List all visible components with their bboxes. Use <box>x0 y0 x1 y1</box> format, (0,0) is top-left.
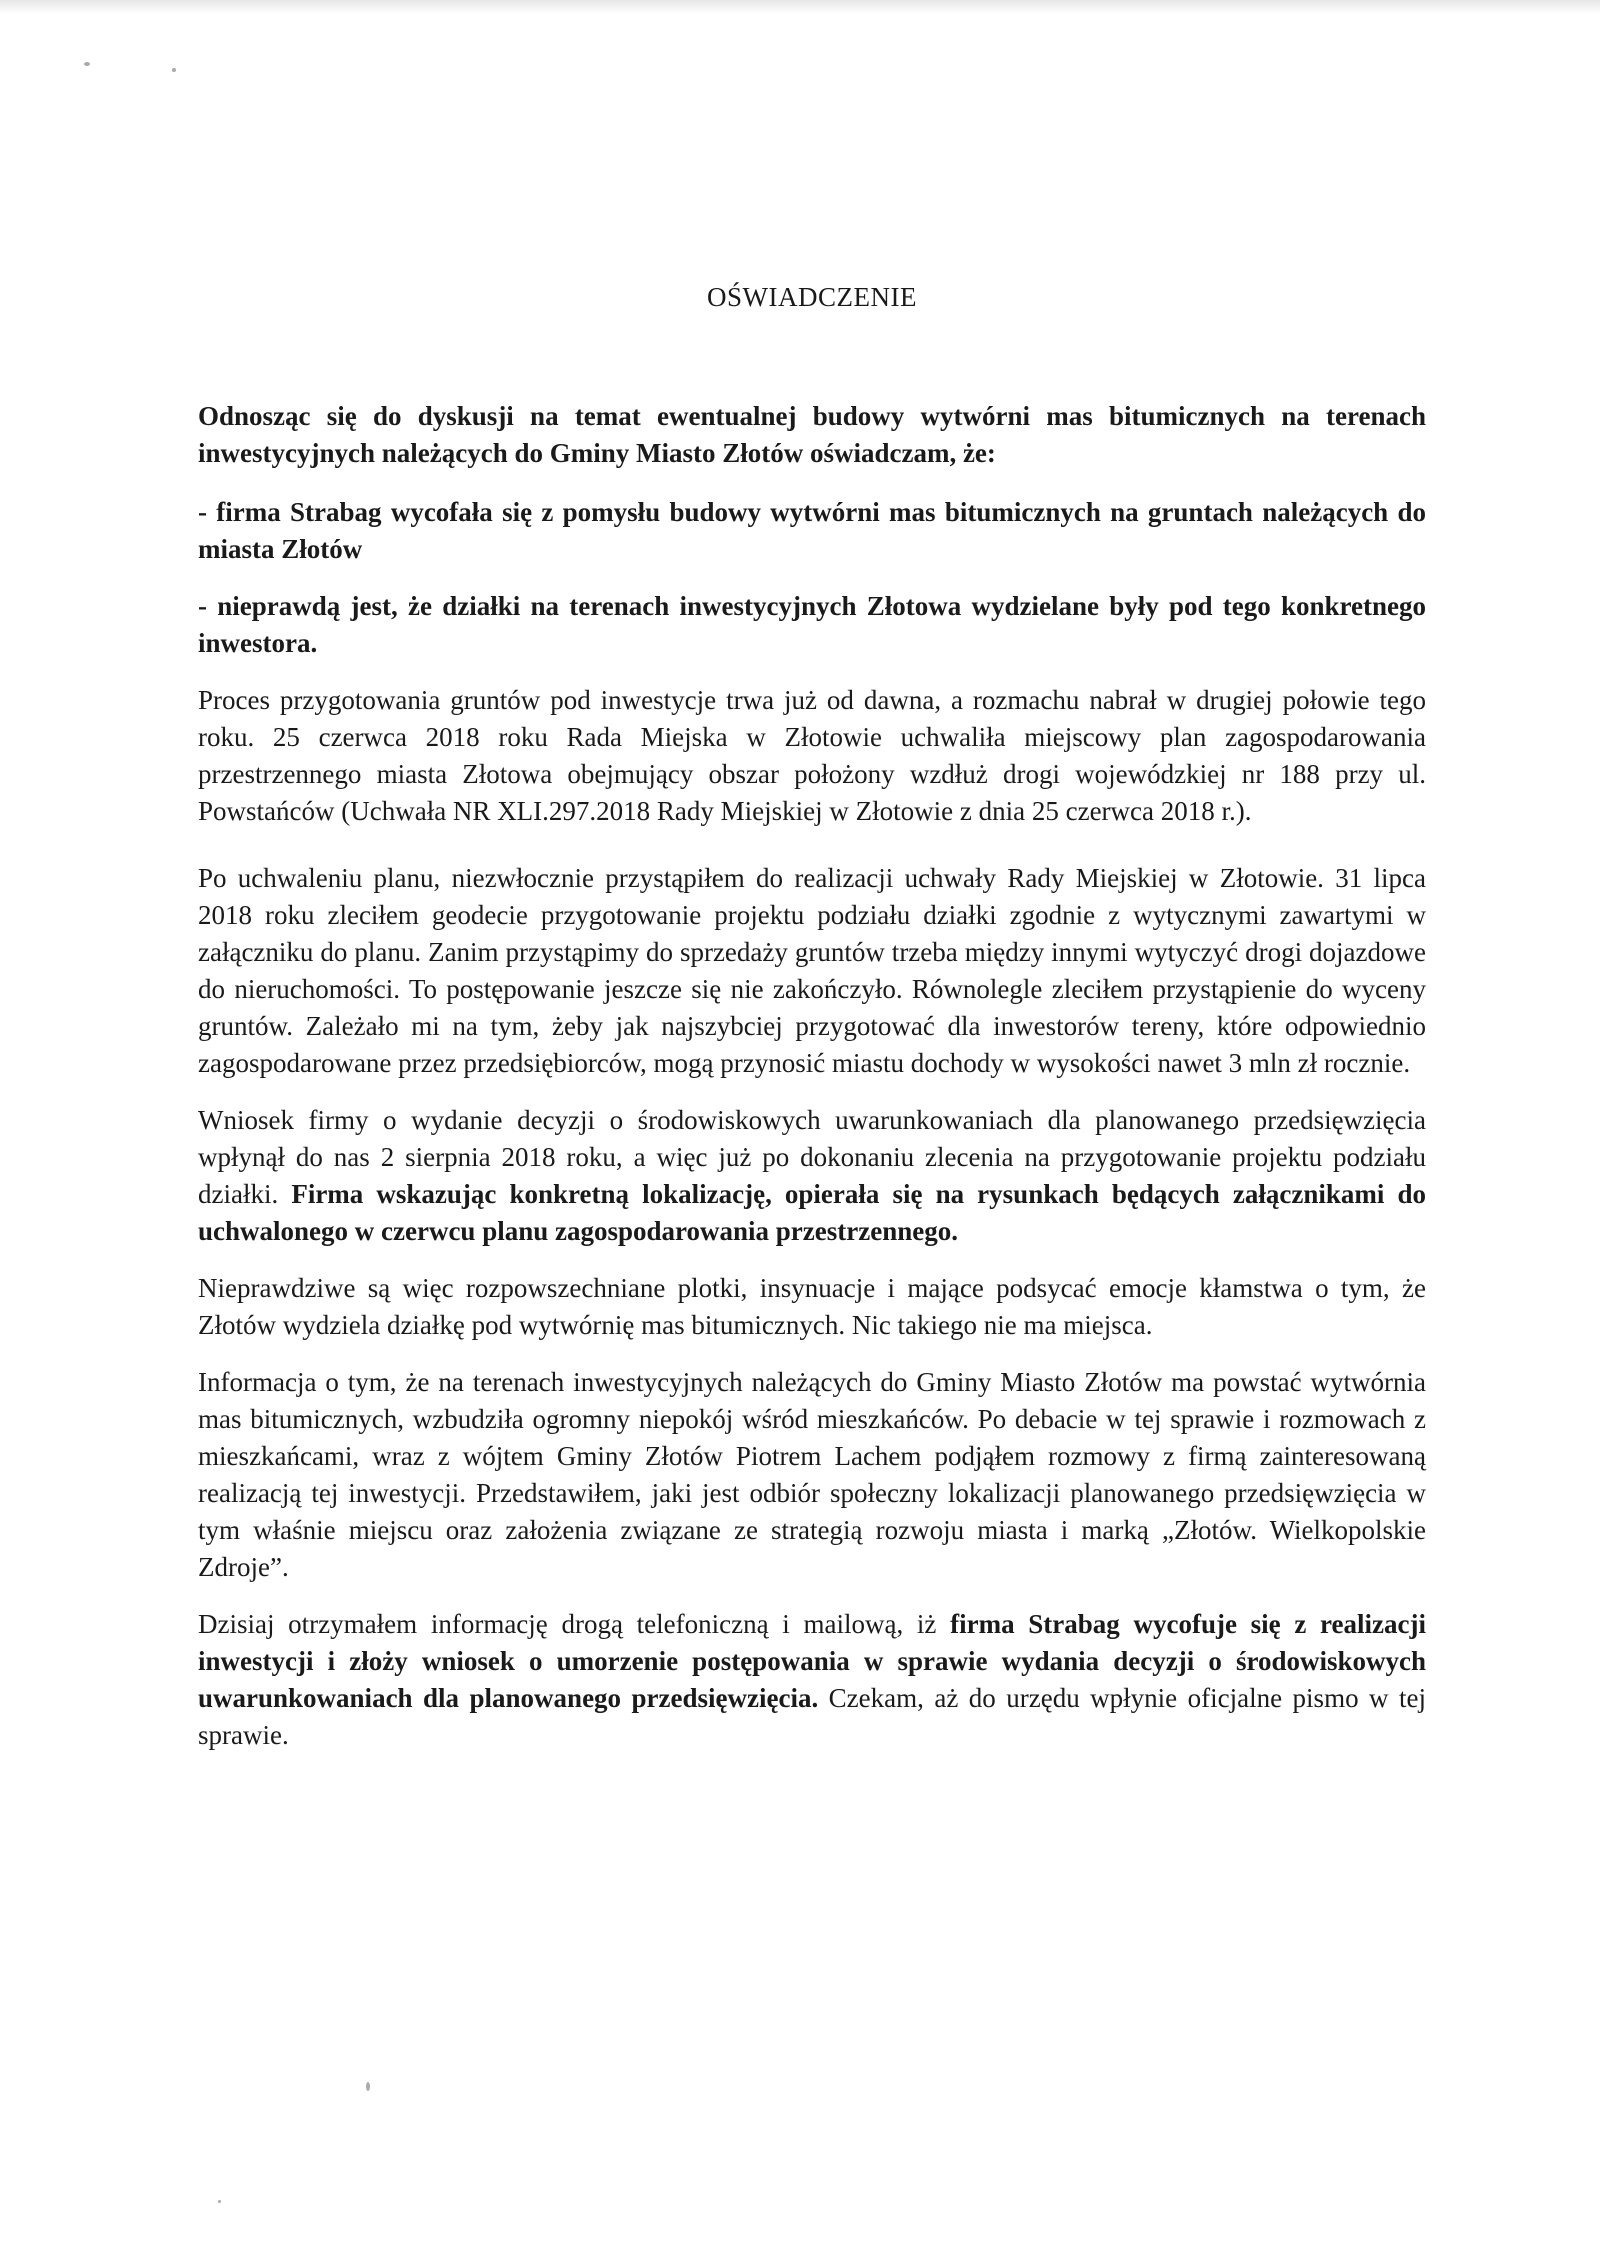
document-title: OŚWIADCZENIE <box>707 282 917 312</box>
bullet-item-1 <box>198 494 1426 568</box>
paragraph-4: Nieprawdziwe są więc rozpowszechniane plotki, insynuacje i mające podsycać emocje kłamstwa o tym, że Złotów wydziela działkę pod wytwórnię mas bitumicznych. Nic takiego nie ma miejsca. <box>198 1273 1426 1340</box>
paragraph-2: Po uchwaleniu planu, niezwłocznie przystąpiłem do realizacji uchwały Rady Miejskiej w Złotowie. 31 lipca 2018 roku zleciłem geodecie przygotowanie projektu podziału działki zgodnie z wytycznymi zawartymi w załączniku do planu. Zanim przystąpimy do sprzedaży gruntów trzeba między innymi wytyczyć drogi dojazdowe do nieruchomości. To postępowanie jeszcze się nie zakończyło. Równolegle zleciłem przystąpienie do wyceny gruntów. Zależało mi na tym, żeby jak najszybciej przygotować dla inwestorów tereny, które odpowiednio zagospodarowane przez przedsiębiorców, mogą przynosić miastu dochody w wysokości nawet 3 mln zł rocznie. <box>198 863 1426 1078</box>
paragraph-6-text-end: Czekam, aż do urzędu wpłynie oficjalne pismo w tej sprawie. <box>198 1683 1426 1750</box>
paragraph-5: Informacja o tym, że na terenach inwestycyjnych należących do Gminy Miasto Złotów ma powstać wytwórnia mas bitumicznych, wzbudziła ogromny niepokój wśród mieszkańców. Po debacie w tej sprawie i rozmowach z mieszkańcami, wraz z wójtem Gminy Złotów Piotrem Lachem podjąłem rozmowy z firmą zainteresowaną realizacją tej inwestycji. Przedstawiłem, jaki jest odbiór społeczny lokalizacji planowanego przedsięwzięcia w tym właśnie miejscu oraz założenia związane ze strategią rozwoju miasta i marką „Złotów. Wielkopolskie Zdroje”. <box>198 1367 1426 1582</box>
scan-speck <box>218 2200 221 2203</box>
bullet-item-2-text: - nieprawdą jest, że działki na terenach inwestycyjnych Złotowa wydzielane były pod tego konkretnego inwestora. <box>198 591 1426 658</box>
paragraph-6-emphasis: firma Strabag wycofuje się z realizacji inwestycji i złoży wniosek o umorzenie postępowania w sprawie wydania decyzji o środowiskowych uwarunkowaniach dla planowanego przedsięwzięcia. <box>198 1609 1426 1713</box>
bullet-item-1-text: - firma Strabag wycofała się z pomysłu budowy wytwórni mas bitumicznych na gruntach należących do miasta Złotów <box>198 497 1426 564</box>
paragraph-6-text-start: Dzisiaj otrzymałem informację drogą telefoniczną i mailową, iż <box>198 1609 951 1639</box>
bullet-item-2 <box>198 588 1426 662</box>
paragraph-3 <box>198 1102 1426 1250</box>
scan-speck <box>366 2082 370 2091</box>
scan-speck <box>172 68 176 72</box>
scan-speck <box>84 62 90 66</box>
scan-edge-shadow <box>0 0 1600 14</box>
paragraph-1: Proces przygotowania gruntów pod inwestycje trwa już od dawna, a rozmachu nabrał w drugiej połowie tego roku. 25 czerwca 2018 roku Rada Miejska w Złotowie uchwaliła miejscowy plan zagospodarowania przestrzennego miasta Złotowa obejmujący obszar położony wzdłuż drogi wojewódzkiej nr 188 przy ul. Powstańców (Uchwała NR XLI.297.2018 Rady Miejskiej w Złotowie z dnia 25 czerwca 2018 r.). <box>198 685 1426 826</box>
intro-text: Odnosząc się do dyskusji na temat ewentualnej budowy wytwórni mas bitumicznych na terenach inwestycyjnych należących do Gminy Miasto Złotów oświadczam, że: <box>198 401 1426 468</box>
paragraph-6 <box>198 1606 1426 1754</box>
paragraph-3-text: Wniosek firmy o wydanie decyzji o środowiskowych uwarunkowaniach dla planowanego przedsięwzięcia wpłynął do nas 2 sierpnia 2018 roku, a więc już po dokonaniu zlecenia na przygotowanie projektu podziału działki. <box>198 1105 1426 1209</box>
document-body <box>198 398 1426 1774</box>
intro-paragraph <box>198 398 1426 472</box>
paragraph-3-emphasis: Firma wskazując konkretną lokalizację, opierała się na rysunkach będących załącznikami do uchwalonego w czerwcu planu zagospodarowania przestrzennego. <box>198 1179 1426 1246</box>
